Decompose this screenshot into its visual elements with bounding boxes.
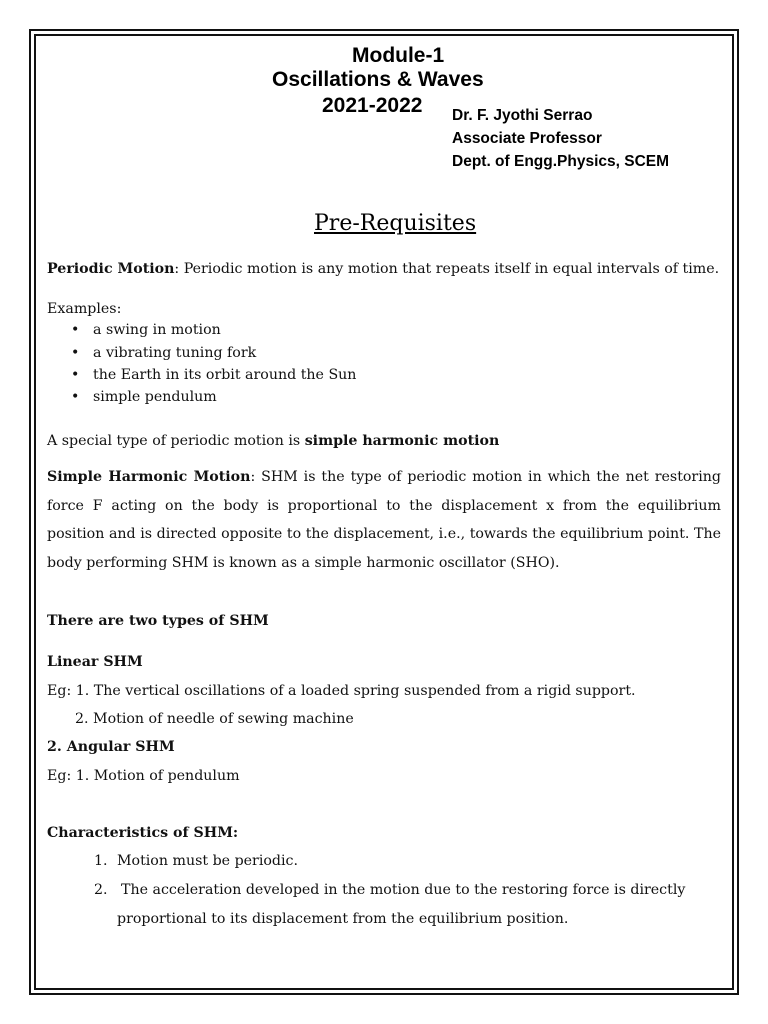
characteristic-number: 1. <box>94 853 108 869</box>
types-heading: There are two types of SHM <box>47 613 269 629</box>
periodic-motion-definition: : Periodic motion is any motion that repeats itself in equal intervals of time. <box>174 261 720 277</box>
periodic-motion-label: Periodic Motion <box>47 261 175 277</box>
author-name: Dr. F. Jyothi Serrao <box>452 107 593 124</box>
special-type-line: A special type of periodic motion is simple harmonic motion <box>47 433 500 449</box>
characteristic-text-line2: proportional to its displacement from the equilibrium position. <box>117 911 569 927</box>
angular-example-1: Eg: 1. Motion of pendulum <box>47 768 240 784</box>
bullet-icon: • <box>71 345 80 361</box>
examples-label: Examples: <box>47 301 122 317</box>
periodic-motion-paragraph <box>47 260 725 278</box>
linear-example-1: Eg: 1. The vertical oscillations of a loaded spring suspended from a rigid support. <box>47 683 636 699</box>
linear-example-2: 2. Motion of needle of sewing machine <box>75 711 354 727</box>
academic-year: 2021-2022 <box>322 94 423 117</box>
linear-shm-heading: Linear SHM <box>47 654 143 670</box>
bullet-icon: • <box>71 367 80 383</box>
characteristic-text: Motion must be periodic. <box>117 853 298 869</box>
shm-definition-paragraph <box>47 463 721 577</box>
characteristic-text-line1: The acceleration developed in the motion due to the restoring force is directly <box>121 882 686 898</box>
shm-emphasis: simple harmonic motion <box>304 433 500 449</box>
bullet-icon: • <box>71 322 80 338</box>
author-department: Dept. of Engg.Physics, SCEM <box>452 153 670 170</box>
characteristic-number: 2. <box>94 882 108 898</box>
angular-shm-heading: 2. Angular SHM <box>47 739 175 755</box>
section-title: Pre-Requisites <box>314 211 477 236</box>
module-label: Module-1 <box>352 44 445 67</box>
characteristics-heading: Characteristics of SHM: <box>47 825 239 841</box>
document-title: Oscillations & Waves <box>272 68 484 91</box>
bullet-icon: • <box>71 389 80 405</box>
author-role: Associate Professor <box>452 130 602 147</box>
shm-definition: : SHM is the type of periodic motion in which the net restoring force F acting on the body is proportional to the displacement x from the equilibrium position and is directed opposite to the displacement, i.e., towards the equilibrium point. The body performing SHM is known as a simple harmonic oscillator (SHO). <box>47 469 721 571</box>
shm-label: Simple Harmonic Motion <box>47 469 251 485</box>
